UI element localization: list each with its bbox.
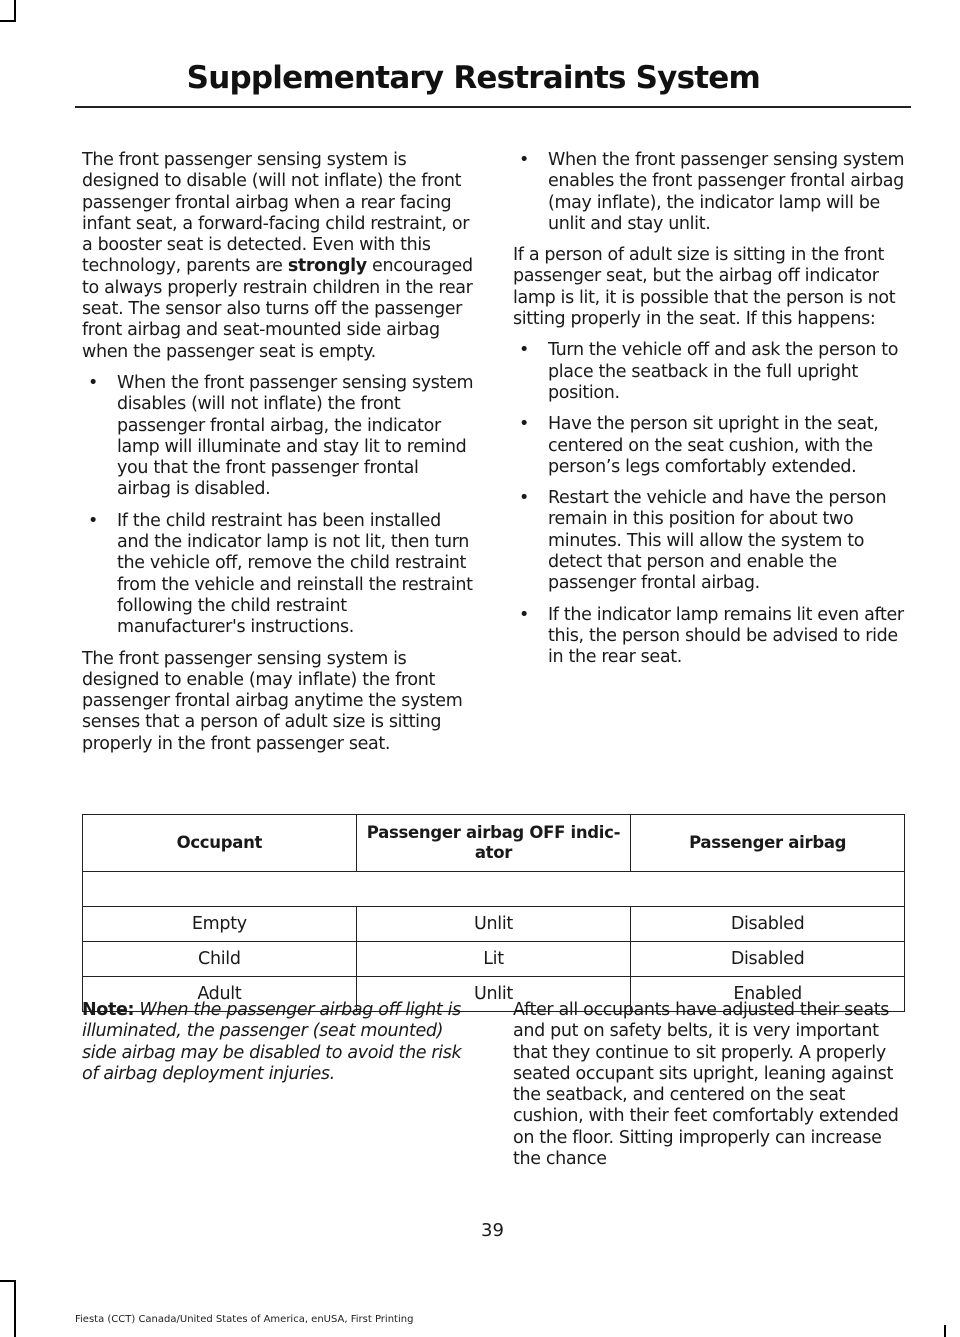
header-off-indicator: Passenger airbag OFF indic- ator [356, 815, 631, 872]
right-column [513, 150, 908, 679]
cell-occupant: Child [83, 942, 357, 977]
cell-airbag: Enabled [631, 977, 905, 1012]
list-item: • Restart the vehicle and have the person remain in this position for about two minutes. This will allow the system to detect that person and enable the passenger frontal airbag. [513, 488, 908, 594]
airbag-status-table [82, 814, 905, 1012]
header-passenger-airbag: Passenger airbag [631, 815, 905, 872]
title-divider [75, 106, 911, 108]
crop-mark [0, 1280, 16, 1282]
footer-text: Fiesta (CCT) Canada/United States of America, enUSA, First Printing [75, 1314, 414, 1325]
right-top-bullet [513, 150, 908, 235]
cell-occupant: Adult [83, 977, 357, 1012]
list-item: • When the front passenger sensing system enables the front passenger frontal airbag (may inflate), the indicator lamp will be unlit and stay unlit. [513, 150, 908, 235]
crop-mark [14, 1280, 16, 1337]
header-occupant: Occupant [83, 815, 357, 872]
list-item: • Turn the vehicle off and ask the person to place the seatback in the full upright position. [513, 340, 908, 404]
left-bullet-list [82, 373, 477, 639]
note-block [82, 1000, 482, 1085]
intro-text: The front passenger sensing system is designed to disable (will not inflate) the front passenger frontal airbag when a rear facing infant seat, a forward-facing child restraint, or a booster seat is detected. Even with this technology, parents are [82, 150, 470, 277]
adult-size-paragraph: If a person of adult size is sitting in the front passenger seat, but the airbag off indicator lamp is lit, it is possible that the person is not sitting properly in the seat. If this happens: [513, 245, 896, 330]
right-bullet-list [513, 340, 908, 668]
table-row [83, 907, 905, 942]
cell-indicator: Lit [356, 942, 631, 977]
list-item: • Have the person sit upright in the seat, centered on the seat cushion, with the person’s legs comfortably extended. [513, 414, 908, 478]
seating-paragraph: After all occupants have adjusted their seats and put on safety belts, it is very important that they continue to sit properly. A properly seated occupant sits upright, leaning against the seatback, and centered on the seat cushion, with their feet comfortably extended on the floor. Sitting improperly can increase the chance [513, 1000, 899, 1170]
table-row [83, 942, 905, 977]
table-header-row [83, 815, 905, 872]
note-label: Note: [82, 1000, 135, 1020]
crop-mark [14, 0, 16, 20]
crop-mark [944, 1325, 946, 1337]
note-text: When the passenger airbag off light is illuminated, the passenger (seat mounted) side airbag may be disabled to avoid the risk of airbag deployment injuries. [82, 1000, 462, 1084]
cell-airbag: Disabled [631, 907, 905, 942]
list-item: • When the front passenger sensing system disables (will not inflate) the front passenger frontal airbag, the indicator lamp will illuminate and stay lit to remind you that the front passenger frontal airbag is disabled. [82, 373, 477, 501]
table-spacer [83, 872, 905, 907]
cell-indicator: Unlit [356, 907, 631, 942]
cell-indicator: Unlit [356, 977, 631, 1012]
cell-airbag: Disabled [631, 942, 905, 977]
enable-paragraph: The front passenger sensing system is designed to enable (may inflate) the front passenger frontal airbag anytime the system senses that a person of adult size is sitting properly in the front passenger seat. [82, 648, 463, 754]
list-item: • If the indicator lamp remains lit even after this, the person should be advised to ride in the rear seat. [513, 605, 908, 669]
intro-paragraph [82, 150, 477, 363]
page-number: 39 [481, 1220, 504, 1241]
list-item: • If the child restraint has been installed and the indicator lamp is not lit, then turn the vehicle off, remove the child restraint from the vehicle and reinstall the restraint following the child restraint manufacturer's instructions. [82, 511, 477, 639]
crop-mark [0, 20, 16, 22]
cell-occupant: Empty [83, 907, 357, 942]
left-column [82, 150, 477, 765]
intro-text-cont: encouraged to always properly restrain children in the rear seat. The sensor also turns off the passenger front airbag and seat-mounted side airbag when the passenger seat is empty. [82, 256, 473, 362]
page-title: Supplementary Restraints System [186, 60, 760, 96]
strongly-emphasis: strongly [287, 256, 367, 277]
